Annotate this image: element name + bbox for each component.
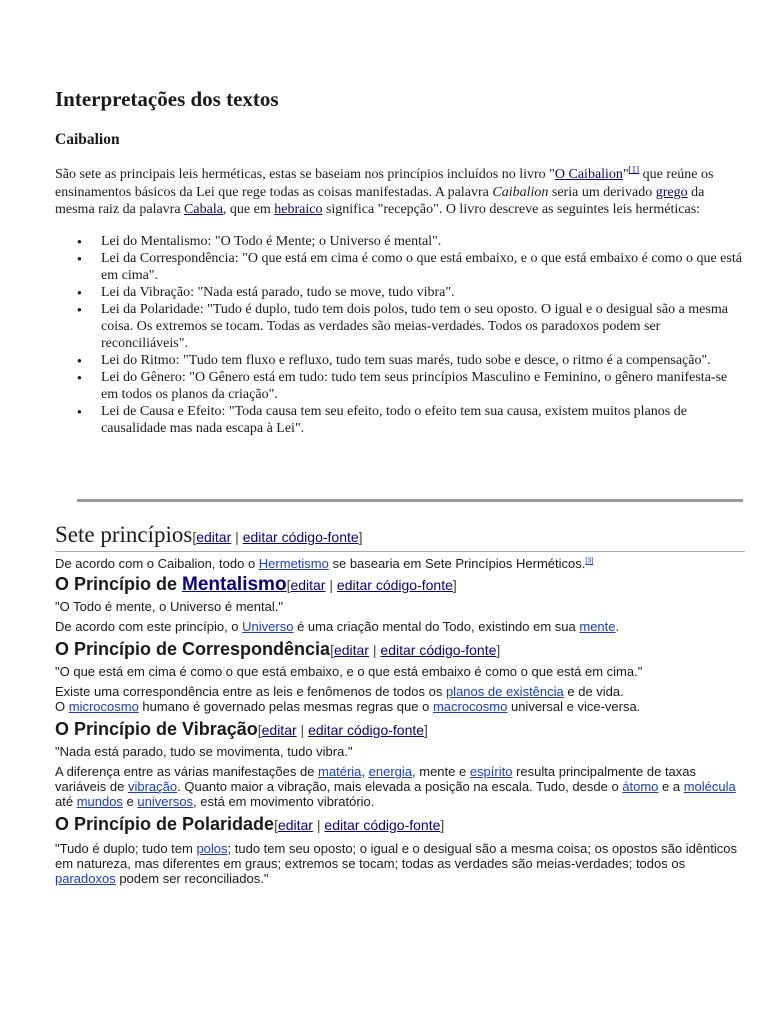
bracket: [ [274,817,278,833]
paragraph-polaridade [55,841,745,886]
intro-text: " [622,167,629,182]
link-mentalismo[interactable]: Mentalismo [182,574,287,595]
hermetic-laws-list [55,233,745,437]
intro-text: , que em [222,202,275,217]
caibalion-subheading: Caibalion [55,131,120,148]
text: e [122,794,138,809]
section-title [55,522,745,552]
link-universo[interactable]: Universo [242,619,294,634]
edit-link[interactable]: editar [333,642,369,658]
text: De acordo com este princípio, o [55,619,243,634]
text: . [615,619,620,634]
text: , [361,764,369,779]
text: é uma criação mental do Todo, existindo em sua [293,619,580,634]
heading-text: O Princípio de [55,574,183,594]
quote-mentalismo: "O Todo é mente, o Universo é mental." [55,599,283,614]
bracket: ] [440,817,445,833]
intro-text: que reúne os ensinamentos básicos da Lei que rege todas as coisas manifestadas. A palavra [55,167,714,200]
edit-links [258,722,428,738]
link-molecula[interactable]: molécula [683,779,736,794]
text: até [55,794,77,809]
separator: | [231,529,243,545]
edit-source-link[interactable]: editar código-fonte [324,817,441,833]
paragraph-correspondencia [55,684,745,714]
link-cabala[interactable]: Cabala [184,202,223,217]
separator: | [368,642,381,658]
edit-links [287,577,457,593]
list-item: ● Lei do Mentalismo: "O Todo é Mente; o Universo é mental". [101,233,745,250]
edit-source-link[interactable]: editar código-fonte [336,577,453,593]
link-polos[interactable]: polos [196,841,228,856]
link-hermetismo[interactable]: Hermetismo [258,556,329,571]
intro-text: da mesma raiz da palavra [55,184,705,217]
link-mente[interactable]: mente [579,619,616,634]
heading-vibracao [55,718,745,741]
heading-text: O Princípio de Correspondência [55,639,331,659]
text: se basearia em Sete Princípios Herméticos. [328,556,586,571]
text: . Quanto maior a vibração, mais elevada a posição na escala. Tudo, desde o [177,779,623,794]
quote-correspondencia: "O que está em cima é como o que está embaixo, e o que está embaixo é como o que está em cima." [55,664,643,679]
link-atomo[interactable]: átomo [622,779,659,794]
text: O [55,699,69,714]
intro-text: São sete as principais leis herméticas, estas se baseiam nos princípios incluídos no livro " [55,167,555,182]
separator: | [312,817,325,833]
edit-link[interactable]: editar [261,722,297,738]
horizontal-divider [77,499,743,502]
edit-link[interactable]: editar [290,577,326,593]
text: e a [658,779,684,794]
text: , está em movimento vibratório. [193,794,375,809]
reference-1[interactable]: [1] [628,164,640,175]
reference-3[interactable]: [3] [585,557,594,565]
link-energia[interactable]: energia [368,764,413,779]
text: Existe uma correspondência entre as leis e fenômenos de todos os [55,684,446,699]
edit-links [274,817,444,833]
heading-text: O Princípio de Polaridade [55,814,275,834]
bracket: [ [257,722,262,738]
list-item: ● Lei do Gênero: "O Gênero está em tudo: tudo tem seus princípios Masculino e Feminino, o gênero manifesta-se em todos os planos da criação". [101,369,745,403]
link-hebraico[interactable]: hebraico [274,202,323,217]
page-heading: Interpretações dos textos [55,87,279,111]
list-item: ● Lei da Correspondência: "O que está em cima é como o que está embaixo, e o que está embaixo é como o que está em cima". [101,250,745,284]
text: ; tudo tem seu oposto; o igual e o desigual são a mesma coisa; os opostos são idênticos em natureza, mas diferentes em graus; extremos se tocam; todas as verdades são meias-verdades; todos os [55,841,738,871]
bracket: ] [358,529,363,545]
intro-italic: Caibalion [492,184,549,200]
edit-source-link[interactable]: editar código-fonte [308,722,425,738]
edit-links [330,642,500,658]
text: , mente e [412,764,470,779]
intro-text: seria um derivado [548,184,656,200]
edit-source-link[interactable]: editar código-fonte [242,529,359,545]
edit-links [192,529,362,545]
link-universos[interactable]: universos [137,794,194,809]
seven-principles-section [55,522,745,886]
text: universal e vice-versa. [507,699,641,714]
list-item: ● Lei do Ritmo: "Tudo tem fluxo e refluxo, tudo tem suas marés, tudo sobe e desce, o ritmo é a compensação". [101,352,745,369]
link-planos-de-existencia[interactable]: planos de existência [445,684,564,699]
link-vibracao[interactable]: vibração [127,779,178,794]
link-materia[interactable]: matéria [318,764,362,779]
text: humano é governado pelas mesmas regras que o [138,699,433,714]
separator: | [325,577,337,593]
text: De acordo com o Caibalion, todo o [55,556,259,571]
section-title-text: Sete princípios [55,522,193,547]
text: podem ser reconciliados." [115,871,269,886]
heading-correspondencia [55,638,745,661]
section-paragraph [55,556,745,571]
text: resulta principalmente de taxas variáveis de [55,764,697,794]
list-item: ● Lei de Causa e Efeito: "Toda causa tem seu efeito, todo o efeito tem sua causa, existem muitos planos de causalidade mas nada escapa à Lei". [101,403,745,437]
list-item: ● Lei da Polaridade: "Tudo é duplo, tudo tem dois polos, tudo tem o seu oposto. O igual e o desigual são a mesma coisa. Os extremos se tocam. Todas as verdades são meias-verdades. Todos os paradoxos podem ser reconciliáveis". [101,301,745,352]
link-o-caibalion[interactable]: O Caibalion [554,167,623,182]
bracket: [ [286,577,291,593]
text: "Tudo é duplo; tudo tem [55,841,197,856]
link-macrocosmo[interactable]: macrocosmo [432,699,508,714]
interpretations-section [55,86,745,437]
paragraph-mentalismo [55,619,745,634]
intro-paragraph [55,166,745,219]
edit-link[interactable]: editar [277,817,313,833]
list-item: ● Lei da Vibração: "Nada está parado, tudo se move, tudo vibra". [101,284,745,301]
link-grego[interactable]: grego [655,184,688,200]
link-microcosmo[interactable]: microcosmo [68,699,139,714]
heading-text: O Princípio de Vibração [55,719,258,739]
quote-vibracao: "Nada está parado, tudo se movimenta, tudo vibra." [55,744,353,759]
paragraph-vibracao [55,764,745,809]
link-mundos[interactable]: mundos [76,794,123,809]
separator: | [296,722,309,738]
edit-source-link[interactable]: editar código-fonte [380,642,497,658]
intro-text: significa "recepção". O livro descreve as seguintes leis herméticas: [322,202,701,217]
link-paradoxos[interactable]: paradoxos [55,871,116,886]
text: A diferença entre as várias manifestações de [55,764,319,779]
bracket: ] [452,577,457,593]
heading-mentalismo [55,573,745,596]
bracket: ] [424,722,428,738]
text: e de vida. [563,684,624,699]
link-espirito[interactable]: espírito [469,764,513,779]
bracket: [ [192,529,197,545]
bracket: [ [330,642,334,658]
edit-link[interactable]: editar [196,529,232,545]
heading-polaridade [55,813,745,836]
bracket: ] [496,642,501,658]
